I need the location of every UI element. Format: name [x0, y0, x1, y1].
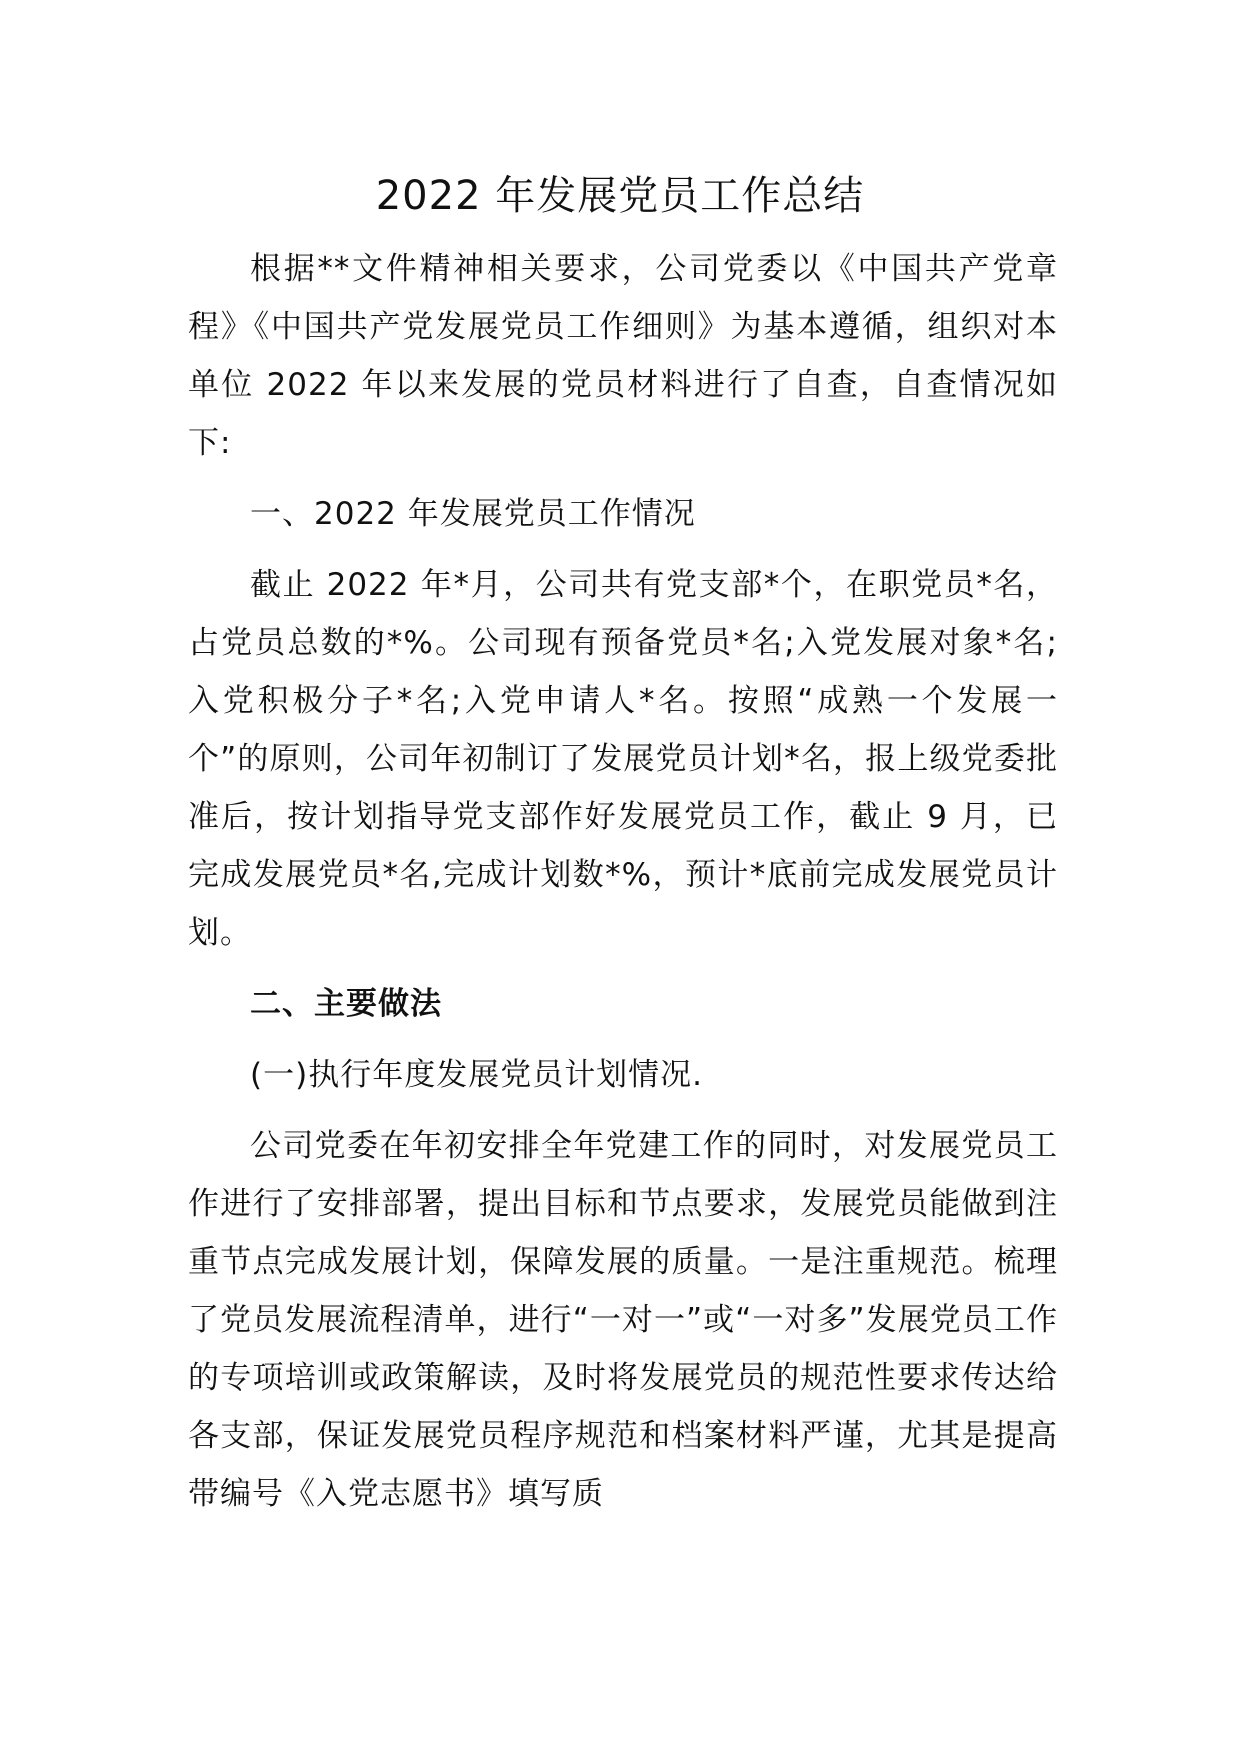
paragraph-intro: 根据**文件精神相关要求，公司党委以《中国共产党章程》《中国共产党发展党员工作细则》为基本遵循，组织对本单位 2022 年以来发展的党员材料进行了自查，自查情况如下: [188, 251, 1058, 461]
section-heading-2: 二、主要做法 [250, 986, 442, 1022]
paragraph-practice: 公司党委在年初安排全年党建工作的同时，对发展党员工作进行了安排部署，提出目标和节点要求，发展党员能做到注重节点完成发展计划，保障发展的质量。一是注重规范。梳理了党员发展流程清单，进行“一对一”或“一对多”发展党员工作的专项培训或政策解读，及时将发展党员的规范性要求传达给各支部，保证发展党员程序规范和档案材料严谨，尤其是提高带编号《入党志愿书》填写质 [188, 1128, 1058, 1512]
section-heading-1: 一、2022 年发展党员工作情况 [250, 496, 696, 532]
document-body [188, 240, 1058, 1536]
document-title: 2022 年发展党员工作总结 [375, 173, 865, 219]
subsection-heading-1: (一)执行年度发展党员计划情况. [250, 1057, 704, 1093]
paragraph-status: 截止 2022 年*月，公司共有党支部*个，在职党员*名，占党员总数的*%。公司现有预备党员*名;入党发展对象*名;入党积极分子*名;入党申请人*名。按照“成熟一个发展一个”的原则，公司年初制订了发展党员计划*名，报上级党委批准后，按计划指导党支部作好发展党员工作，截止 9 月，已完成发展党员*名,完成计划数*%，预计*底前完成发展党员计划。 [188, 567, 1058, 951]
